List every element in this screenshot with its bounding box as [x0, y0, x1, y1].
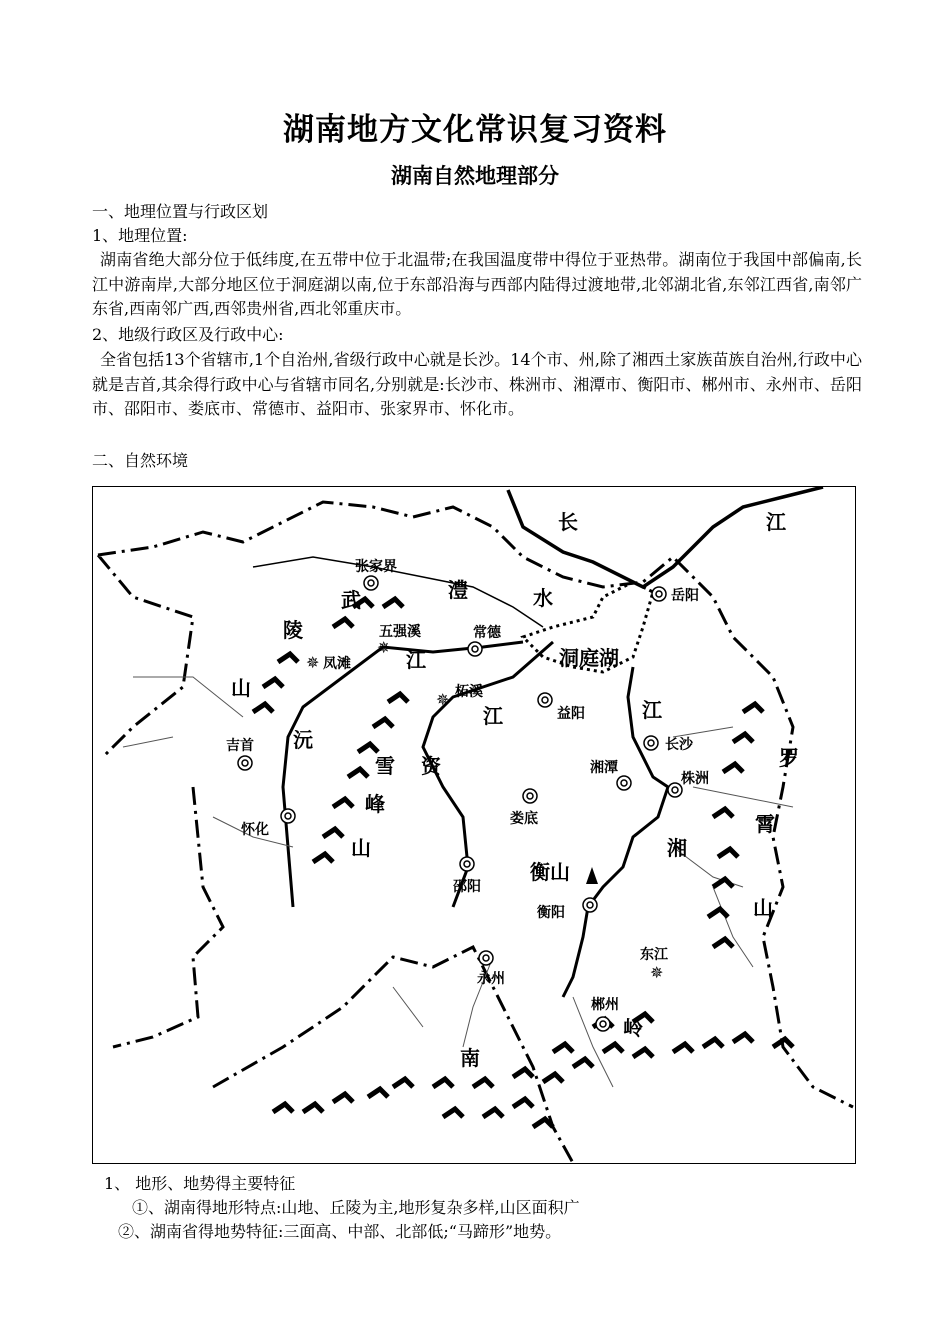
label-zi-jiang: 江 [483, 704, 503, 728]
city-changde: 常德 [473, 625, 501, 641]
star-icon: ✵ [306, 653, 320, 672]
star-icon: ✵ [650, 963, 664, 982]
subheading-admin-regions: 2、地级行政区及行政中心: [92, 325, 284, 344]
hunan-map [92, 486, 856, 1164]
list-item-terrain-heading: 1、 地形、地势得主要特征 [104, 1174, 296, 1193]
hunan-map-graphic [93, 487, 855, 1163]
city-shaoyang: 邵阳 [453, 879, 481, 895]
li-river [253, 557, 543, 627]
paragraph-admin-regions: 全省包括13个省辖市,1个自治州,省级行政中心就是长沙。14个市、州,除了湘西土家族苗族自治州,行政中心就是吉首,其余得行政中心与省辖市同名,分别就是:长沙市、株洲市、湘潭市、衡阳市、郴州市、永州市、岳阳市、邵阳市、娄底市、常德市、益阳市、张家界市、怀化市。 [92, 350, 862, 418]
city-zhuzhou: 株洲 [681, 771, 709, 787]
label-xiang-jiang: 江 [642, 698, 662, 722]
site-dongjiang: 东江 [640, 947, 668, 963]
label-xueshan: 山 [351, 836, 371, 860]
subheading-geo-location: 1、地理位置: [92, 226, 188, 245]
list-item-elevation-features: ②、湖南省得地势特征:三面高、中部、北部低;“马蹄形”地势。 [118, 1222, 562, 1241]
label-luo: 罗 [779, 746, 799, 770]
label-shan: 山 [231, 676, 251, 700]
city-hengyang: 衡阳 [537, 905, 565, 921]
city-chenzhou: 郴州 [591, 997, 619, 1013]
section-heading-environment: 二、自然环境 [92, 451, 189, 470]
page-title: 湖南地方文化常识复习资料 [283, 112, 667, 148]
dam-markers [306, 638, 663, 982]
label-xiang: 湘 [667, 836, 687, 860]
hengshan-peak-icon [586, 867, 598, 884]
section-heading-location: 一、地理位置与行政区划 [92, 202, 269, 221]
label-luoxiao-shan: 山 [753, 896, 773, 920]
yuan-river [283, 642, 523, 907]
city-loudi: 娄底 [510, 811, 538, 827]
label-yuan: 沅 [293, 728, 313, 752]
city-huaihua: 怀化 [241, 822, 269, 838]
label-nan: 南 [460, 1046, 480, 1070]
label-ling2: 岭 [623, 1016, 643, 1040]
city-zhangjiajie: 张家界 [355, 559, 397, 575]
label-wu: 武 [341, 588, 361, 612]
site-zhexi: 柘溪 [455, 684, 483, 700]
label-jiang: 江 [766, 510, 786, 534]
page-subtitle: 湖南自然地理部分 [391, 164, 559, 188]
site-wuqiangxi: 五强溪 [379, 624, 421, 640]
city-markers [238, 576, 682, 1031]
label-feng: 峰 [365, 792, 385, 816]
city-yongzhou: 永州 [477, 971, 505, 987]
label-shui: 水 [533, 586, 553, 610]
label-hengshan: 衡山 [530, 860, 570, 884]
city-yueyang: 岳阳 [671, 588, 699, 604]
label-ling: 陵 [283, 618, 303, 642]
site-fengtan: 凤滩 [323, 656, 351, 672]
city-changsha: 长沙 [665, 737, 693, 753]
city-xiangtan: 湘潭 [590, 760, 618, 776]
star-icon: ✵ [377, 638, 391, 657]
star-icon: ✵ [436, 690, 450, 709]
yangtze-river [508, 487, 823, 587]
label-xiao: 霄 [755, 812, 775, 836]
label-dongtinghu: 洞庭湖 [559, 646, 619, 670]
city-jishou: 吉首 [226, 738, 254, 754]
paragraph-geo-location: 湖南省绝大部分位于低纬度,在五带中位于北温带;在我国温度带中得位于亚热带。湖南位于我国中部偏南,长江中游南岸,大部分地区位于洞庭湖以南,位于东部沿海与西部内陆得过渡地带,北邻湖北省,东邻江西省,南邻广东省,西南邻广西,西邻贵州省,西北邻重庆市。 [92, 250, 862, 318]
label-xue: 雪 [375, 754, 395, 778]
label-chang: 长 [558, 510, 578, 534]
label-yuan-jiang: 江 [406, 648, 426, 672]
city-yiyang: 益阳 [557, 706, 585, 722]
label-zi: 资 [421, 754, 441, 778]
list-item-terrain-features: ①、湖南得地形特点:山地、丘陵为主,地形复杂多样,山区面积广 [132, 1198, 580, 1217]
label-li: 澧 [448, 578, 468, 602]
